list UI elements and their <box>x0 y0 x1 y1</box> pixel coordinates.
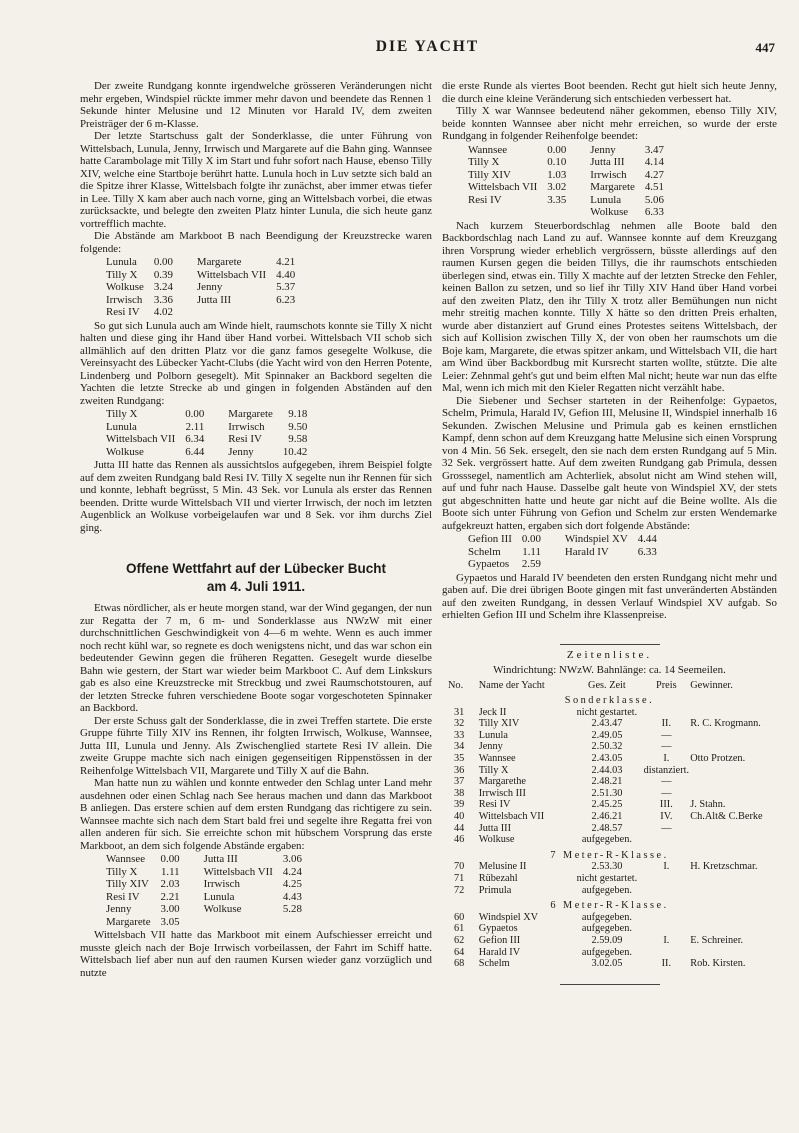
yacht-name-cell: Wolkuse <box>478 834 515 846</box>
yacht-name-cell: Gefion III <box>478 934 521 946</box>
table-row <box>106 306 295 319</box>
yacht-name-cell: Margarete <box>228 408 273 420</box>
section-heading-line: Offene Wettfahrt auf der Lübecker Bucht <box>125 561 387 576</box>
prize-cell: II. <box>661 718 672 730</box>
table-row <box>106 408 307 421</box>
yacht-name-cell: Wannsee <box>106 853 146 865</box>
yacht-name-cell: Lunula <box>203 890 235 903</box>
time-gap-cell: 4.40 <box>276 268 296 281</box>
yacht-name-cell: Wannsee <box>478 753 516 765</box>
race-number-cell: 71 <box>454 873 465 884</box>
race-number-cell: 39 <box>454 799 465 811</box>
table-row <box>468 206 664 219</box>
time-gap-cell: 0.00 <box>521 533 541 545</box>
yacht-name-cell: Tilly X <box>106 268 138 281</box>
total-time-cell: aufgegeben. <box>581 946 632 958</box>
table-row <box>468 194 664 207</box>
total-time-cell: 2.44.03 <box>591 764 623 776</box>
prize-cell: I. <box>663 934 670 946</box>
prize-cell <box>642 707 690 719</box>
race-number-cell: 33 <box>454 729 465 741</box>
prize-cell: — <box>661 741 672 753</box>
time-gap-cell: 6.23 <box>276 293 296 306</box>
time-gap-cell: 9.58 <box>288 433 308 445</box>
paragraph: Man hatte nun zu wählen und konnte entweder den Schlag unter Land mehr ausdehnen oder einen Schlag nach See heraus machen und dann das Markboot B anliegen. Das erstere schien auf dem ersten Rundgang das richtigere zu sein. Wannsee machte sich nach dem Start bald frei und segelte ihre Regatta frei von allen anderen für sich. Sie erreichte schon mit hübschem Vorsprung das erste Markboot, an dem sich folgende Abstände ergaben: <box>80 777 432 852</box>
table-row <box>442 776 777 788</box>
table-row <box>106 916 302 929</box>
divider <box>560 644 660 645</box>
yacht-name-cell <box>204 916 283 929</box>
race-number-cell: 68 <box>454 958 465 970</box>
race-number-cell: 32 <box>454 718 465 730</box>
table-row <box>106 256 295 269</box>
winner-cell <box>690 834 777 846</box>
winner-cell: R. C. Krogmann. <box>690 718 761 730</box>
results-title: Zeitenliste. <box>566 648 653 661</box>
time-gap-cell: 4.25 <box>282 878 302 890</box>
winner-cell <box>690 885 777 897</box>
prize-cell: — <box>661 787 672 799</box>
paragraph: Wittelsbach VII hatte das Markboot mit einem Aufschiesser erreicht und musste gleich nach der Boje Irrwisch vorbeilassen, der Fahrt im Schiff hatte. Wittelsbach lief aber nun auf den raumen Kursen wieder ganz vorzüglich und nutzte <box>80 929 432 979</box>
yacht-name-cell: Wolkuse <box>590 206 629 218</box>
table-row <box>106 891 302 904</box>
yacht-name-cell: Irrwisch <box>228 420 265 433</box>
table-row <box>442 765 777 777</box>
prize-cell <box>642 923 690 935</box>
table-row <box>468 546 657 559</box>
winner-cell <box>690 765 777 777</box>
yacht-name-cell: Rübezahl <box>478 873 518 884</box>
race-number-cell: 72 <box>454 884 465 896</box>
yacht-name-cell: Jenny <box>228 445 254 458</box>
total-time-cell: 2.43.05 <box>591 753 623 765</box>
column-header: Preis <box>656 679 677 691</box>
winner-cell: Otto Protzen. <box>690 753 746 765</box>
yacht-name-cell: Melusine II <box>478 861 527 873</box>
time-gap-cell: 3.02 <box>547 181 567 193</box>
yacht-name-cell: Lunula <box>590 193 622 206</box>
time-gap-cell: 1.11 <box>160 865 180 878</box>
results-table <box>442 680 777 970</box>
prize-cell <box>642 912 690 924</box>
total-time-cell: aufgegeben. <box>581 834 632 846</box>
yacht-name-cell: Tilly XIV <box>106 878 149 890</box>
race-number-cell: 35 <box>454 753 465 765</box>
yacht-name-cell <box>197 306 276 319</box>
yacht-name-cell: Tilly X <box>106 865 138 878</box>
prize-cell: — <box>661 729 672 741</box>
table-row <box>442 861 777 873</box>
time-gap-cell: 0.00 <box>153 256 173 268</box>
table-row <box>442 788 777 800</box>
class-heading-row <box>442 896 777 912</box>
class-heading: Sonderklasse. <box>564 695 655 707</box>
yacht-name-cell: Jutta III <box>203 853 238 865</box>
time-gap-cell: 2.21 <box>160 890 180 903</box>
yacht-name-cell: Resi IV <box>228 433 262 445</box>
column-header: Ges. Zeit <box>588 679 626 691</box>
total-time-cell: aufgegeben. <box>581 884 632 896</box>
yacht-name-cell: Margarethe <box>478 776 526 788</box>
race-number-cell: 38 <box>454 787 465 799</box>
time-gap-cell: 9.50 <box>288 420 308 433</box>
table-row <box>106 294 295 307</box>
results-header-row <box>442 680 777 692</box>
time-gap-cell: 3.24 <box>153 281 173 293</box>
winner-cell <box>690 776 777 788</box>
yacht-name-cell: Jenny <box>106 903 132 915</box>
paragraph: Der erste Schuss galt der Sonderklasse, die in zwei Treffen startete. Die erste Gruppe führte Tilly XIV ins Rennen, ihr folgten Irrwisch, Wolkuse, Wannsee, Jutta III, Lunula und Jenny. Als Zwischenglied startete Resi IV allein. Die zweite Gruppe machte sich nach einigen gegenseitigen Rippenstössen in der Reihenfolge Wittelsbach VII, Margarete und Tilly X auf die Bahn. <box>80 714 432 777</box>
yacht-name-cell: Tilly X <box>468 156 500 168</box>
race-number-cell: 44 <box>454 822 465 834</box>
table-row <box>442 799 777 811</box>
total-time-cell: 3.02.05 <box>591 958 623 970</box>
column-header: No. <box>448 679 464 691</box>
time-gap-cell: 5.28 <box>282 903 302 915</box>
table-row <box>442 753 777 765</box>
class-heading: 6 Meter-R-Klasse. <box>550 900 669 912</box>
total-time-cell: 2.48.21 <box>591 776 623 788</box>
yacht-name-cell: Jutta III <box>196 293 232 306</box>
time-gap-cell: 4.44 <box>637 533 657 545</box>
page-number: 447 <box>755 40 775 55</box>
total-time-cell: 2.43.47 <box>591 718 623 730</box>
column-header: Gewinner. <box>690 679 733 691</box>
table-row <box>106 433 307 446</box>
time-gap-cell: 6.34 <box>185 433 205 445</box>
paragraph: Der letzte Startschuss galt der Sonderklasse, die unter Führung von Wittelsbach, Lunula, Jenny, Irrwisch und Margarete auf die Bahn ging. Wannsee hatte Carambolage mit Tilly X im Start und fuhr sofort nach Hause, ebenso Tilly XIV, welche eine Startboje berührt hatte. Lunula hoch in Luv setzte sich bald an die Spitze ihrer Klasse, Wittelsbach folgte ihr zunächst, aber immer etwas tiefer in Lee. Tilly X kam aber auch nach vorne, ging an Wittelsbach vorbei, die etwas zurücksackte, und belegte den zweiten Platz hinter Lunula, die sich heute ganz vortrefflich machte. <box>80 130 432 230</box>
time-gap-cell: 5.06 <box>644 193 664 206</box>
winner-cell <box>690 741 777 753</box>
prize-cell: III. <box>659 799 673 811</box>
prize-cell <box>642 834 690 846</box>
time-gap-cell <box>276 306 295 319</box>
paragraph: Tilly X war Wannsee bedeutend näher gekommen, ebenso Tilly XIV, beide konnten Wannsee aber nicht mehr erreichen, so wurde der erste Rundgang in folgender Reihenfolge beendet: <box>442 105 777 142</box>
divider <box>560 984 660 985</box>
winner-cell <box>690 873 777 885</box>
standings-table <box>468 533 657 571</box>
prize-cell: IV. <box>660 811 673 823</box>
time-gap-cell: 0.39 <box>153 268 173 281</box>
prize-cell <box>642 947 690 959</box>
left-column <box>80 80 432 979</box>
prize-cell <box>642 885 690 897</box>
table-row <box>106 421 307 434</box>
table-row <box>442 834 777 846</box>
class-heading-row <box>442 846 777 862</box>
table-row <box>106 878 302 891</box>
time-gap-cell: 9.18 <box>288 408 308 420</box>
yacht-name-cell: Resi IV <box>468 193 502 206</box>
total-time-cell: nicht gestartet. <box>576 706 638 718</box>
class-heading-row <box>442 691 777 707</box>
table-row <box>468 169 664 182</box>
table-row <box>442 730 777 742</box>
yacht-name-cell: Margarete <box>196 256 242 268</box>
time-gap-cell: 2.11 <box>185 420 205 433</box>
time-gap-cell <box>547 206 590 219</box>
winner-cell <box>690 788 777 800</box>
winner-cell <box>690 730 777 742</box>
time-gap-cell: 3.06 <box>282 853 302 865</box>
yacht-name-cell: Schelm <box>468 545 501 558</box>
yacht-name-cell: Lunula <box>478 729 508 741</box>
race-number-cell: 36 <box>454 764 465 776</box>
time-gap-cell: 5.37 <box>276 281 296 293</box>
table-row <box>442 958 777 970</box>
time-gap-cell: 6.33 <box>637 545 657 558</box>
winner-cell: Rob. Kirsten. <box>690 958 746 970</box>
yacht-name-cell: Lunula <box>106 256 137 268</box>
table-row <box>468 533 657 546</box>
winner-cell: E. Schreiner. <box>690 934 744 946</box>
time-gap-cell: 4.24 <box>282 865 302 878</box>
yacht-name-cell: Gefion III <box>468 533 512 545</box>
time-gap-cell: 0.00 <box>160 853 180 865</box>
table-row <box>442 912 777 924</box>
yacht-name-cell: Margarete <box>106 915 151 928</box>
table-row <box>442 935 777 947</box>
total-time-cell: 2.53.30 <box>591 861 623 873</box>
yacht-name-cell: Windspiel XV <box>478 911 539 923</box>
yacht-name-cell: Wittelsbach VII <box>203 865 273 878</box>
paragraph: Etwas nördlicher, als er heute morgen stand, war der Wind gegangen, der nun zur Regatta der 7 m, 6 m- und Sonderklasse aus NWzW mit einer durchschnittlichen Geschwindigkeit von 4—6 m wehte. Wenn es auch immer noch recht kühl war, so regnete es doch wenigstens nicht, und das war schon ein bedeutender Gewinn gegen die früheren Regatten. Gesegelt wurde dieselbe Bahn wie gestern, der Start war wieder beim Markboot C. Auf dem Linkskurs gab es also eine Kreuzstrecke mit Streckbug und zwei Raumschotstouren, auf der letzten Strecke fuhren verschiedene Boote sogar vorgeschoteten Spinnaker an Backbord. <box>80 602 432 714</box>
race-number-cell: 62 <box>454 934 465 946</box>
standings-table <box>106 853 302 928</box>
time-gap-cell: 2.03 <box>160 878 180 890</box>
standings-table <box>106 408 307 458</box>
winner-cell <box>690 947 777 959</box>
table-row <box>468 181 664 194</box>
time-gap-cell: 0.00 <box>547 143 567 156</box>
prize-cell <box>642 873 690 885</box>
yacht-name-cell <box>565 558 638 571</box>
yacht-name-cell: Resi IV <box>106 306 140 318</box>
paragraph: So gut sich Lunula auch am Winde hielt, raumschots konnte sie Tilly X nicht halten und diese ging ihr Hand über Hand vorbei. Wittelsbach VII schob sich allmählich auf den dritten Platz vor die ganz famos gesegelte Wolkuse, die Vereinsyacht des Lübecker Yacht-Clubs (die Yacht wird von den Herren Potente, Lindenberg und Polborn gesegelt). Mit Spinnaker an Backbord segelten die Yachten die letzte Strecke ab und gingen in folgenden Abständen auf den zweiten Rundgang: <box>80 319 432 407</box>
standings-table <box>106 256 295 319</box>
race-number-cell: 70 <box>454 861 465 873</box>
winner-cell <box>690 707 777 719</box>
time-gap-cell: 3.36 <box>153 293 173 306</box>
race-number-cell: 40 <box>454 811 465 823</box>
time-gap-cell: 6.44 <box>185 445 205 458</box>
yacht-name-cell: Harald IV <box>478 946 521 958</box>
table-row <box>468 558 657 571</box>
yacht-name-cell: Jutta III <box>478 822 512 834</box>
race-number-cell: 64 <box>454 946 465 958</box>
table-row <box>442 707 777 719</box>
paragraph: Der zweite Rundgang konnte irgendwelche grösseren Veränderungen nicht mehr ergeben, Windspiel rückte immer mehr davon und beendete das Rennen 1 Sekunde hinter Melusine und 12 Minuten vor Harald IV, dem zweiten Preisträger der 6 m-Klasse. <box>80 80 432 130</box>
paragraph: die erste Runde als viertes Boot beenden. Recht gut hielt sich heute Jenny, die durch eine kleine Veränderung sich entschieden verbessert hat. <box>442 80 777 105</box>
winner-cell <box>690 923 777 935</box>
yacht-name-cell: Jenny <box>590 143 616 156</box>
time-gap-cell: 4.27 <box>644 168 664 181</box>
total-time-cell: 2.50.32 <box>591 741 623 753</box>
yacht-name-cell: Tilly X <box>478 764 509 776</box>
total-time-cell: 2.51.30 <box>591 787 623 799</box>
prize-cell: I. <box>663 861 670 873</box>
yacht-name-cell: Gypaetos <box>468 558 510 570</box>
time-gap-cell: 4.51 <box>644 181 664 193</box>
winner-cell: J. Stahn. <box>690 799 726 811</box>
table-row <box>442 947 777 959</box>
section-heading <box>80 560 432 596</box>
paragraph: Die Abstände am Markboot B nach Beendigung der Kreuzstrecke waren folgende: <box>80 230 432 255</box>
table-row <box>106 853 302 866</box>
paragraph: Die Siebener und Sechser starteten in der Reihenfolge: Gypaetos, Schelm, Primula, Harald IV, Gefion III, Melusine II, Windspiel innerhalb 16 Sekunden. Zwischen Melusine und Primula gab es keinen ernstlichen Kampf, denn schon auf dem Kreuzgang hatte Melusine sich einen Vorsprung von 4 Min. 56 Sek. ersegelt, den sie nach dem ersten Rundgang auf 5 Min. 32 Sek. vergrössert hatte. Auf dem zweiten Rundgang gab Primula, dessen Grosssegel, namentlich am Achterliek, absolut nicht am Wind stehen will, auf und fuhr nach Hause. Dasselbe galt heute von Windspiel XV, der stets gut abgeschnitten hatte und heute gar nicht auf die Beine wollte. Als die Boote sich unter Führung von Gefion und Schelm zur ersten Wendemarke aufgekreuzt hatten, ergaben sich dort folgende Abstände: <box>442 394 778 532</box>
race-number-cell: 37 <box>454 776 465 788</box>
time-gap-cell: 4.21 <box>276 256 296 268</box>
section-heading-line: am 4. Juli 1911. <box>206 579 306 594</box>
yacht-name-cell: Gypaetos <box>478 923 518 935</box>
time-gap-cell: 3.00 <box>160 903 180 915</box>
prize-cell: II. <box>661 958 672 970</box>
yacht-name-cell: Wannsee <box>468 143 508 156</box>
time-gap-cell: 3.47 <box>644 143 664 156</box>
yacht-name-cell: Wolkuse <box>106 281 144 293</box>
winner-cell <box>690 912 777 924</box>
time-gap-cell: 1.11 <box>522 545 541 558</box>
yacht-name-cell: Tilly X <box>106 408 138 420</box>
time-gap-cell: 4.43 <box>282 890 302 903</box>
table-row <box>442 885 777 897</box>
winner-cell: H. Kretzschmar. <box>690 861 758 873</box>
table-row <box>106 281 295 294</box>
yacht-name-cell: Resi IV <box>478 799 511 811</box>
yacht-name-cell: Primula <box>478 884 512 896</box>
yacht-name-cell: Tilly XIV <box>478 718 520 730</box>
total-time-cell: aufgegeben. <box>581 923 632 935</box>
table-row <box>442 873 777 885</box>
yacht-name-cell: Tilly XIV <box>468 168 511 181</box>
prize-cell: — <box>661 776 672 788</box>
magazine-title: DIE YACHT <box>375 38 480 55</box>
prize-cell: I. <box>663 753 670 765</box>
yacht-name-cell: Wolkuse <box>203 903 242 915</box>
yacht-name-cell: Wittelsbach VII <box>106 433 176 445</box>
table-row <box>442 718 777 730</box>
yacht-name-cell <box>468 206 547 219</box>
time-gap-cell: 4.02 <box>153 306 173 318</box>
standings-table <box>468 144 664 219</box>
table-row <box>106 866 302 879</box>
race-number-cell: 34 <box>454 741 465 753</box>
yacht-name-cell: Irrwisch <box>106 293 143 306</box>
time-gap-cell: 2.59 <box>521 558 541 570</box>
yacht-name-cell: Irrwisch <box>203 878 240 890</box>
table-row <box>442 741 777 753</box>
table-row <box>106 903 302 916</box>
paragraph: Nach kurzem Steuerbordschlag nehmen alle Boote bald den Backbordschlag nach Land zu auf. Wannsee konnte auf dem Kreuzgang ihren Vorsprung wieder erheblich vergrössern, büsste allerdings auf den raumen Kursen gegen die beiden Tillys, die ihr raumschots entschieden überlegen sind, etwas ein. Tilly X machte auf der letzten Strecke den Fehler, keinen Ballon zu setzen, und so lief ihr Tilly XIV Hand über Hand vorbei auf den zweiten Platz, den ihr Tilly X trotz aller Bemühungen nun nicht mehr streitig machen konnte. Tilly X hätte so den dritten Preis erhalten, wurde aber distanziert auf Grund eines Protestes seitens Wittelsbach, der sich auf Kollision zwischen Tilly X, der von oben her raumschots um die Boje kam, Margarete, die etwas spitzer ankam, und Wittelsbach VII, die hart am Wind über Backbordbug mit Kursrecht starten wollte, stützte. Die alte Leier: Zehnmal geht's gut und beim elften Mal nicht; heute war nun das elfte Mal, wenn ich mich mit den Kieler Regatten nicht verzählt habe. <box>442 219 777 394</box>
yacht-name-cell: Resi IV <box>106 890 140 903</box>
time-gap-cell <box>638 558 657 571</box>
class-heading: 7 Meter-R-Klasse. <box>550 849 669 861</box>
yacht-name-cell: Irrwisch III <box>478 787 526 799</box>
total-time-cell: 2.49.05 <box>591 729 623 741</box>
yacht-name-cell: Irrwisch <box>590 168 627 181</box>
yacht-name-cell: Wittelsbach VII <box>478 811 545 823</box>
yacht-name-cell: Jenny <box>478 741 503 753</box>
paragraph: Jutta III hatte das Rennen als aussichtslos aufgegeben, ihrem Beispiel folgte auf dem zweiten Rundgang bald Resi IV. Tilly X segelte nun ihr Rennen für sich und konnte, lebhaft begrüsst, 5 Min. 43 Sek. vor Lunula als erster das Rennen beenden. Dritte wurde Wittelsbach VII und vierter Irrwisch, der noch im letzten Augenblick an Wolkuse vorbeigelaufen war und 8 Sek. vor ihm durchs Ziel ging. <box>80 459 432 534</box>
time-gap-cell: 10.42 <box>282 445 308 458</box>
table-row <box>468 156 664 169</box>
yacht-name-cell: Wittelsbach VII <box>468 181 538 193</box>
time-gap-cell: 0.00 <box>185 408 205 420</box>
time-gap-cell: 3.05 <box>160 915 180 928</box>
yacht-name-cell: Wittelsbach VII <box>196 268 267 281</box>
yacht-name-cell: Jutta III <box>590 156 625 168</box>
prize-cell: — <box>661 822 672 834</box>
table-row <box>106 446 307 459</box>
table-row <box>468 144 664 157</box>
winner-cell <box>690 823 777 835</box>
page-header <box>80 38 775 60</box>
table-row <box>442 811 777 823</box>
yacht-name-cell: Lunula <box>106 420 137 433</box>
total-time-cell: 2.45.25 <box>591 799 623 811</box>
yacht-name-cell: Jenny <box>196 281 223 293</box>
race-number-cell: 46 <box>454 834 465 846</box>
yacht-name-cell: Harald IV <box>564 545 609 558</box>
right-column <box>442 80 777 985</box>
total-time-cell: 2.48.57 <box>591 822 623 834</box>
time-gap-cell <box>283 916 302 929</box>
yacht-name-cell: Schelm <box>478 958 510 970</box>
yacht-name-cell: Wolkuse <box>106 445 144 458</box>
time-gap-cell: 1.03 <box>547 168 567 181</box>
total-time-cell: aufgegeben. <box>581 911 632 923</box>
yacht-name-cell: Margarete <box>590 181 635 193</box>
results-wind-line: Windrichtung: NWzW. Bahnlänge: ca. 14 Seemeilen. <box>493 664 726 676</box>
total-time-cell: nicht gestartet. <box>576 873 638 884</box>
table-row <box>106 269 295 282</box>
prize-cell: distanziert. <box>643 764 690 776</box>
time-gap-cell: 0.10 <box>547 156 567 168</box>
time-gap-cell: 4.14 <box>644 156 664 168</box>
race-number-cell: 31 <box>454 706 465 718</box>
yacht-name-cell: Windspiel XV <box>564 533 628 545</box>
race-number-cell: 60 <box>454 911 465 923</box>
total-time-cell: 2.59.09 <box>591 934 623 946</box>
paragraph: Gypaetos und Harald IV beendeten den ersten Rundgang nicht mehr und gaben auf. Die drei übrigen Boote gingen mit fast unveränderten Abständen auf den zweiten Rundgang, in dessen Verlauf Windspiel XV aufgab. So erhielten Gefion III und Schelm ihre Klassenpreise. <box>442 571 777 621</box>
time-gap-cell: 3.35 <box>547 193 567 206</box>
table-row <box>442 823 777 835</box>
column-header: Name der Yacht <box>478 679 545 691</box>
table-row <box>442 923 777 935</box>
yacht-name-cell: Jeck II <box>478 706 507 718</box>
time-gap-cell: 6.33 <box>644 206 664 218</box>
winner-cell: Ch.Alt& C.Berke <box>690 811 763 823</box>
total-time-cell: 2.46.21 <box>591 811 623 823</box>
race-number-cell: 61 <box>454 923 465 935</box>
